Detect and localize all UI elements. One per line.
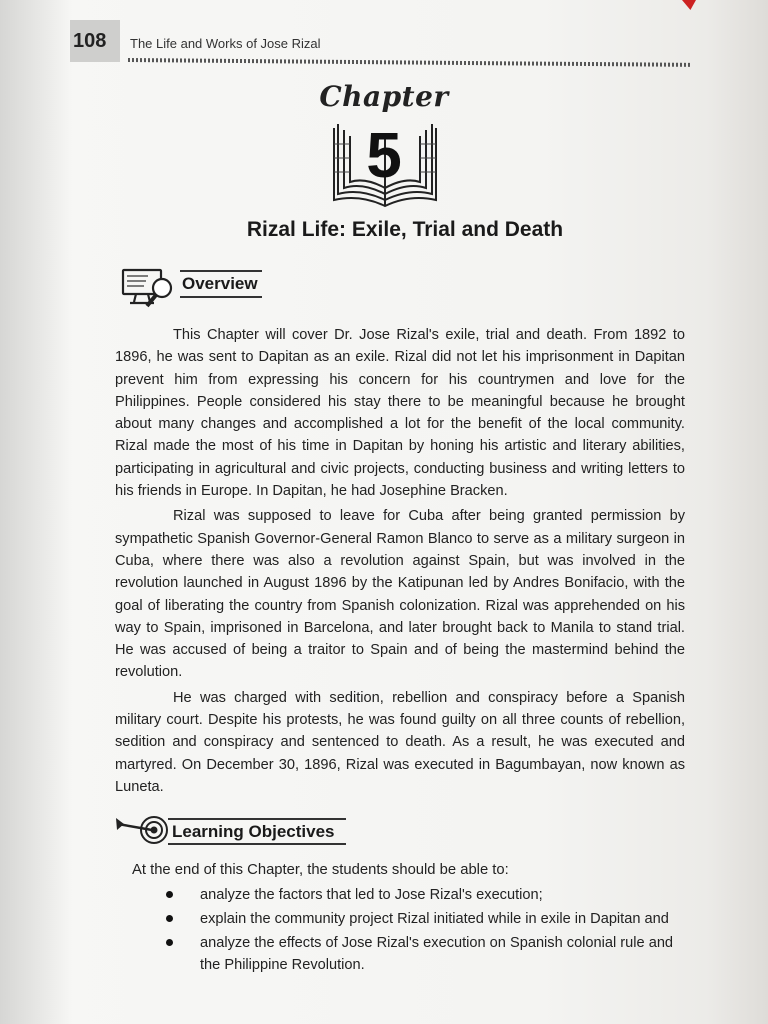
objectives-overline — [168, 818, 346, 820]
bullet-icon — [166, 915, 173, 922]
bullet-icon — [166, 891, 173, 898]
objectives-list — [166, 884, 686, 978]
overview-overline — [180, 270, 262, 272]
chapter-word: Chapter — [319, 80, 449, 113]
overview-paragraph: He was charged with sedition, rebellion and conspiracy before a Spanish military court. Despite his protests, he was found guilty on all three counts of rebellion, sedition and conspiracy and sentenced to death. As a result, he was executed and martyred. On December 30, 1896, Rizal was executed in Bagumbayan, now known as Luneta. — [115, 689, 685, 795]
objective-text: analyze the effects of Jose Rizal's execution on Spanish colonial rule and the Philippine Revolution. — [200, 935, 674, 973]
overview-underline — [180, 296, 262, 298]
objectives-heading: Learning Objectives — [172, 822, 335, 841]
objectives-underline — [168, 843, 346, 845]
running-title: The Life and Works of Jose Rizal — [130, 36, 321, 51]
objective-item — [166, 884, 686, 906]
overview-heading: Overview — [182, 274, 258, 293]
objective-text: explain the community project Rizal initiated while in exile in Dapitan and — [200, 911, 669, 927]
objective-item — [166, 908, 686, 930]
objective-text: analyze the factors that led to Jose Rizal's execution; — [200, 887, 543, 903]
monitor-magnifier-icon — [120, 266, 178, 310]
bullet-icon — [166, 939, 173, 946]
objectives-intro: At the end of this Chapter, the students should be able to: — [132, 862, 509, 878]
objective-item — [166, 932, 686, 976]
page-number: 108 — [73, 30, 107, 52]
overview-paragraph: This Chapter will cover Dr. Jose Rizal's exile, trial and death. From 1892 to 1896, he was sent to Dapitan as an exile. Rizal did not let his imprisonment in Dapitan prevent him from expressing his concern for his countrymen and love for the Philippines. People considered his stay there to be meaningful because he brought about many changes and accomplished a lot for the benefit of the local community. Rizal made the most of his time in Dapitan by honing his artistic and literary abilities, participating in agricultural and civic projects, conducting business and writing letters to his friends in Europe. In Dapitan, he had Josephine Bracken. — [115, 327, 685, 500]
chapter-title: Rizal Life: Exile, Trial and Death — [246, 218, 564, 241]
overview-paragraph: Rizal was supposed to leave for Cuba after being granted permission by sympathetic Spanish Governor-General Ramon Blanco to serve as a military surgeon in Cuba, where there was also a revolution against Spain, but was involved in the revolution launched in August 1896 by the Katipunan led by Andres Bonifacio, with the goal of liberating the country from Spanish colonization. Rizal was apprehended on his way to Spain, imprisoned in Barcelona, and later brought back to Manila to stand trial. He was accused of being a traitor to Spain and of being the mastermind behind the revolution. — [115, 508, 685, 681]
target-arrow-icon — [114, 814, 170, 846]
overview-body — [115, 324, 685, 801]
chapter-number: 5 — [366, 119, 402, 191]
